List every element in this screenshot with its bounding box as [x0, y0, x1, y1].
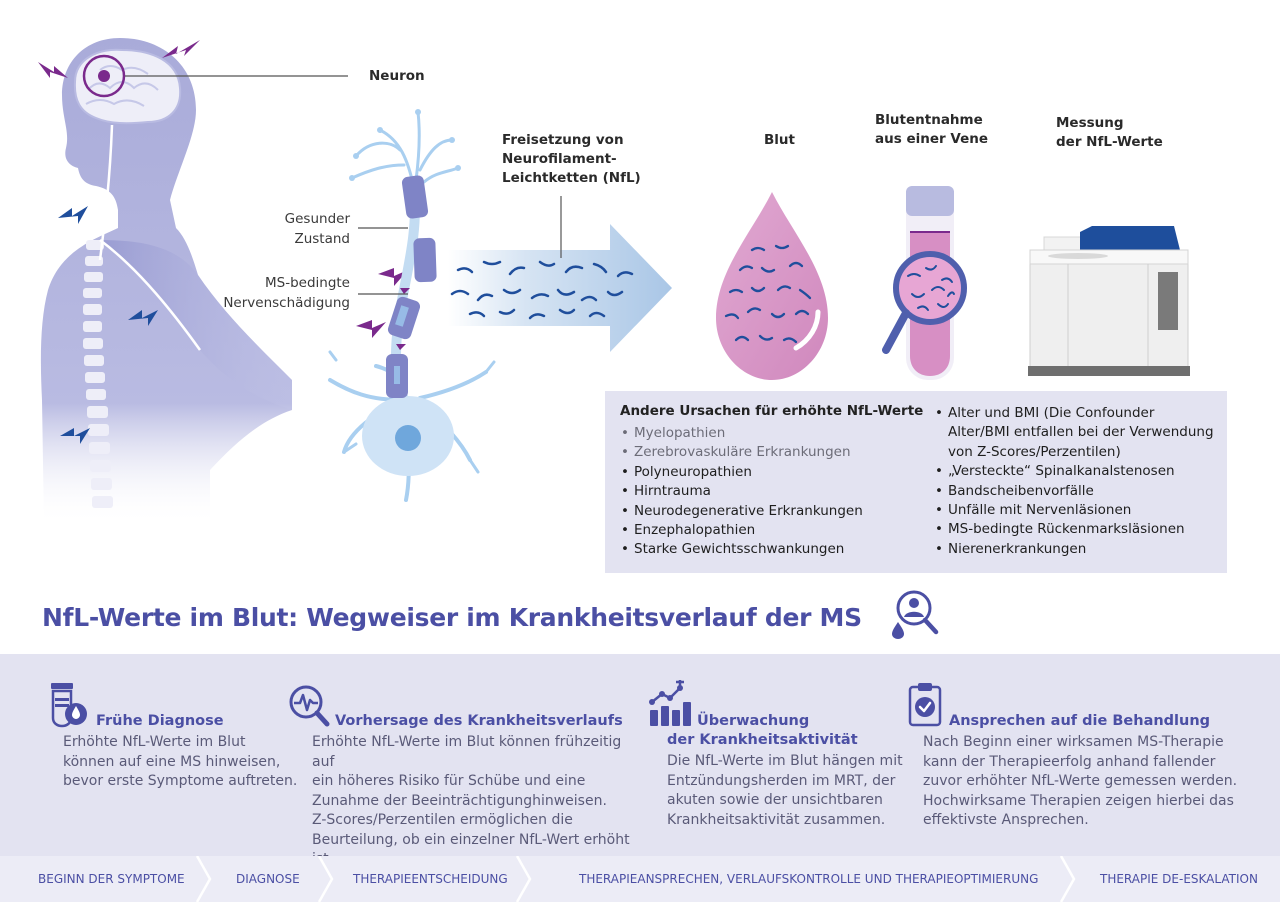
clipboard-check-icon: [907, 682, 943, 728]
label-measurement: Messung der NfL-Werte: [1056, 115, 1163, 150]
list-item: • Zerebrovaskuläre Erkrankungen: [621, 443, 921, 462]
chevron-right-icon: [196, 856, 212, 902]
list-item: • Nierenerkrankungen: [935, 540, 1220, 559]
list-item: • Polyneuropathien: [621, 463, 921, 482]
list-item: • Alter und BMI (Die Confounder Alter/BMI entfallen bei der Verwendung von Z-Scores/Perzentilen): [935, 404, 1220, 462]
blood-drop-icon: [716, 192, 828, 380]
card-text-early-diagnosis: Erhöhte NfL-Werte im Blut können auf eine MS hinweisen, bevor erste Symptome auftreten.: [63, 734, 298, 789]
page-title: NfL-Werte im Blut: Wegweiser im Krankheitsverlauf der MS: [42, 603, 862, 632]
label-healthy: Gesunder Zustand: [284, 211, 350, 247]
list-item: • Enzephalopathien: [621, 521, 921, 540]
label-ms-damage: MS-bedingte Nervenschädigung: [223, 275, 350, 311]
causes-title: Andere Ursachen für erhöhte NfL-Werte: [620, 403, 924, 419]
label-blood-draw: Blutentnahme aus einer Vene: [875, 112, 988, 147]
label-blood: Blut: [764, 132, 795, 148]
timeline-step-symptoms: BEGINN DER SYMPTOME: [38, 872, 185, 886]
chevron-right-icon: [1060, 856, 1076, 902]
test-tube-drop-icon: [48, 682, 90, 728]
person-magnifier-drop-icon: [884, 586, 942, 642]
causes-list-left: [621, 424, 921, 560]
card-title-monitoring: Überwachung der Krankheitsaktivität: [667, 713, 858, 748]
release-arrow: [448, 224, 672, 352]
list-item: • Starke Gewichtsschwankungen: [621, 540, 921, 559]
card-title-prediction: Vorhersage des Krankheitsverlaufs: [335, 713, 623, 729]
list-item: • Myelopathien: [621, 424, 921, 443]
list-item: • Unfälle mit Nervenläsionen: [935, 501, 1220, 520]
chevron-right-icon: [318, 856, 334, 902]
list-item: • Neurodegenerative Erkrankungen: [621, 502, 921, 521]
list-item: • MS-bedingte Rückenmarksläsionen: [935, 520, 1220, 539]
causes-list-right: [935, 404, 1220, 559]
chevron-right-icon: [516, 856, 532, 902]
list-item: • „Versteckte“ Spinalkanalstenosen: [935, 462, 1220, 481]
card-text-monitoring: Die NfL-Werte im Blut hängen mit Entzündungsherden im MRT, der akuten sowie der unsichtbaren Krankheitsaktivität zusammen.: [667, 753, 903, 828]
treatment-timeline: [0, 856, 1280, 902]
other-causes-panel: [605, 391, 1227, 573]
card-text-prediction: Erhöhte NfL-Werte im Blut können frühzeitig auf ein höheres Risiko für Schübe und eine Zunahme der Beeinträchtigunghinweisen. Z-Scores/Perzentilen ermöglichen die Beurteilung, ob ein einzelner NfL-Wert erhöht: [312, 734, 630, 848]
timeline-step-decision: THERAPIEENTSCHEIDUNG: [353, 872, 508, 886]
card-title-response: Ansprechen auf die Behandlung: [949, 713, 1211, 729]
timeline-step-deescalation: THERAPIE DE-ESKALATION: [1100, 872, 1258, 886]
magnifier-pulse-icon: [288, 684, 330, 728]
card-text-response: Nach Beginn einer wirksamen MS-Therapie kann der Therapieerfolg anhand fallender zuvor erhöhter NfL-Werte gemessen werden. Hochwirksame Therapien zeigen hierbei das effektivste Ansprechen.: [923, 734, 1238, 828]
list-item: • Bandscheibenvorfälle: [935, 482, 1220, 501]
list-item: • Hirntrauma: [621, 482, 921, 501]
timeline-step-diagnosis: DIAGNOSE: [236, 872, 300, 886]
label-neuron: Neuron: [369, 68, 425, 84]
card-title-early-diagnosis: Frühe Diagnose: [96, 713, 224, 729]
lab-analyzer-icon: [1028, 226, 1190, 376]
label-release: Freisetzung von Neurofilament- Leichtketten (NfL): [502, 132, 641, 186]
timeline-step-response: THERAPIEANSPRECHEN, VERLAUFSKONTROLLE UND THERAPIEOPTIMIERUNG: [579, 872, 1039, 886]
